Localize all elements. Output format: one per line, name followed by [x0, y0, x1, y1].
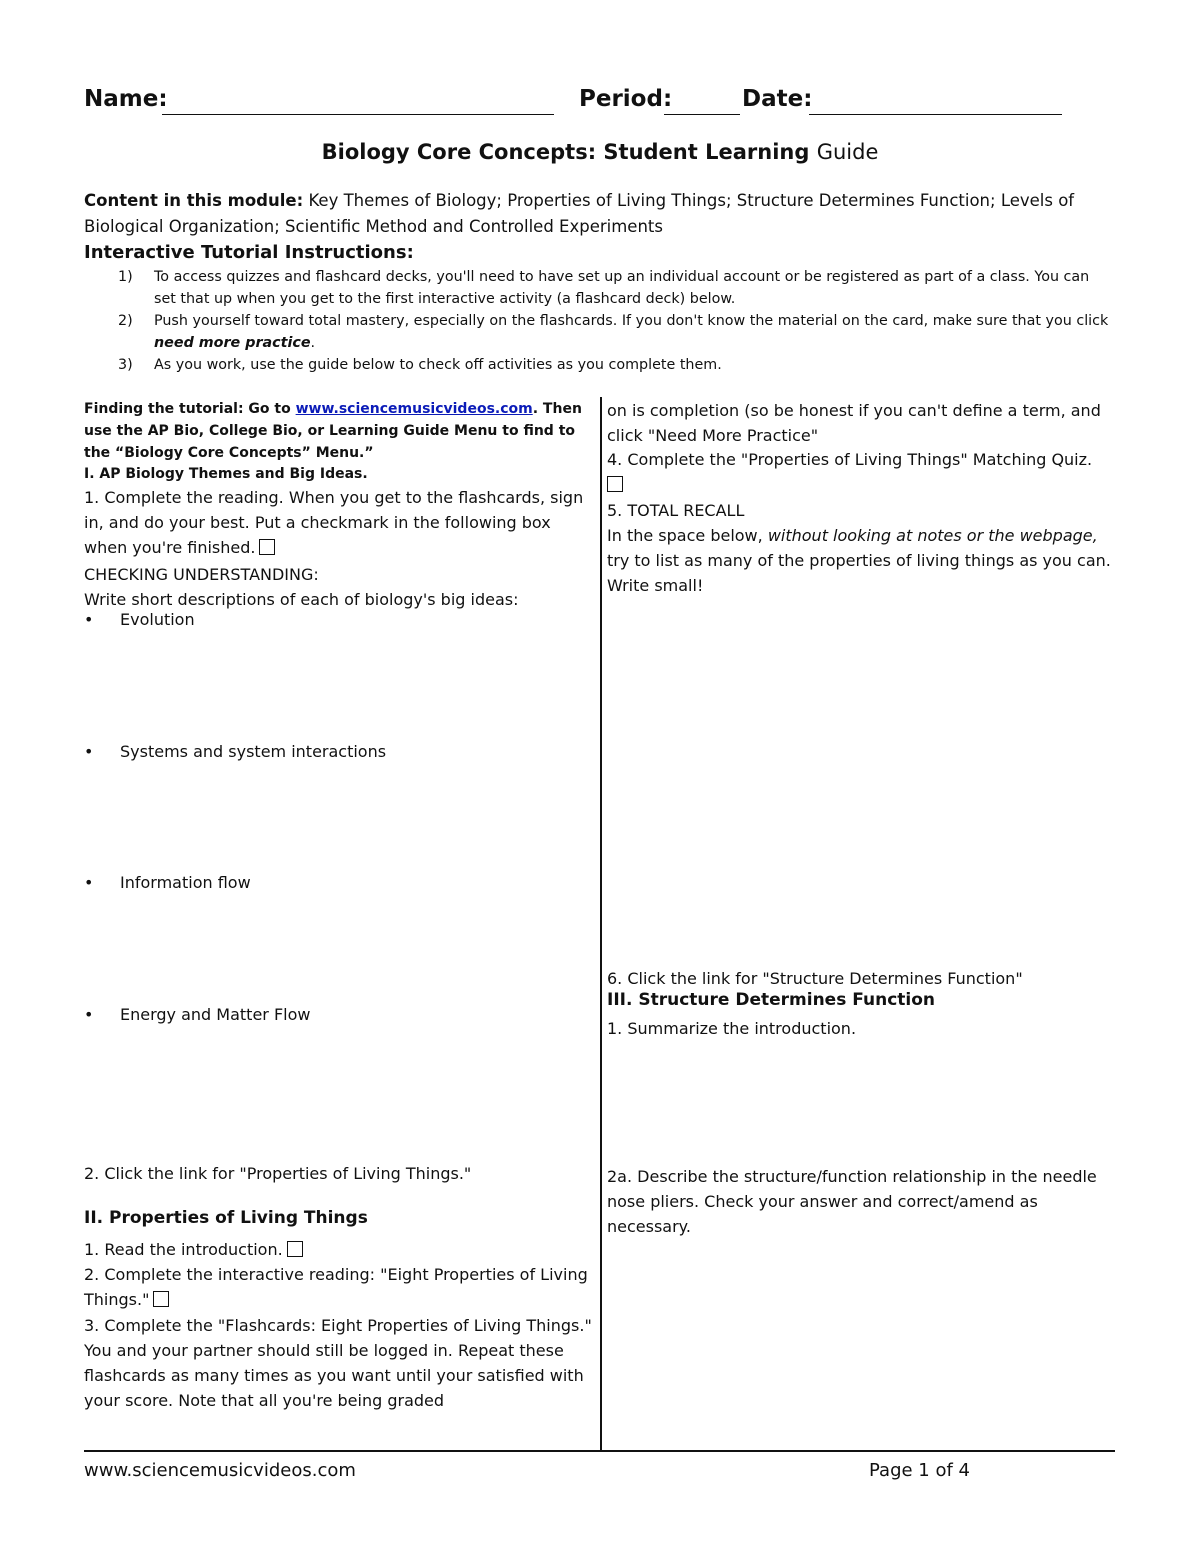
recall-text-end: try to list as many of the properties of living things as you can. Write small! — [607, 551, 1111, 595]
checkbox[interactable] — [607, 476, 623, 492]
title-suffix: Guide — [816, 140, 879, 164]
content-text: Key Themes of Biology; Properties of Living Things; Structure Determines Function; Levels of Biological Organization; Scientific Method and Controlled Experiments — [84, 191, 1075, 236]
step-2: 2. Click the link for "Properties of Living Things." — [84, 1164, 472, 1183]
instruction-number: 2) — [118, 313, 133, 329]
total-recall-prompt — [607, 523, 1117, 598]
instruction-emphasis: need more practice — [154, 335, 311, 351]
instructions-list — [84, 266, 1114, 376]
instruction-text-end: . — [310, 335, 316, 351]
step-1-text: 1. Complete the reading. When you get to the flashcards, sign in, and do your best. Put a checkmark in the following box when you're finished. — [84, 488, 584, 557]
module-content — [84, 188, 1114, 240]
period-label: Period: — [579, 86, 673, 112]
big-idea-label: Evolution — [120, 610, 195, 629]
finding-tutorial — [84, 398, 594, 464]
write-short-prompt: Write short descriptions of each of biology's big ideas: — [84, 590, 519, 609]
step-1 — [84, 485, 594, 560]
instruction-item — [84, 266, 1114, 310]
read-intro-text: 1. Read the introduction. — [84, 1240, 283, 1259]
footer-rule — [84, 1450, 1115, 1452]
step-4 — [607, 447, 1117, 497]
step-6: 6. Click the link for "Structure Determines Function" — [607, 969, 1023, 988]
big-idea-label: Systems and system interactions — [120, 742, 387, 761]
bullet-icon: • — [84, 1005, 94, 1024]
finding-text-end: . Then use the AP Bio, College Bio, or Learning Guide Menu to find to the “Biology Core Concepts” Menu.” — [84, 401, 582, 461]
name-field[interactable] — [162, 114, 554, 115]
big-idea-label: Energy and Matter Flow — [120, 1005, 311, 1024]
footer-website: www.sciencemusicvideos.com — [84, 1460, 356, 1481]
interactive-reading-step — [84, 1262, 594, 1312]
content-label: Content in this module: — [84, 191, 304, 210]
website-link[interactable]: www.sciencemusicvideos.com — [295, 401, 533, 417]
bullet-icon: • — [84, 873, 94, 892]
instruction-text: To access quizzes and flashcard decks, you'll need to have set up an individual account or be registered as part of a class. You can set that up when you get to the first interactive activity (a flashcard deck) below. — [154, 269, 1090, 307]
instruction-number: 1) — [118, 269, 133, 285]
section-1-heading: I. AP Biology Themes and Big Ideas. — [84, 466, 368, 482]
title-main: Biology Core Concepts: Student Learning — [321, 140, 810, 164]
flashcards-step: 3. Complete the "Flashcards: Eight Properties of Living Things." You and your partner should still be logged in. Repeat these flashcards as many times as you want until your satisfied with your score. Note that all you're being graded — [84, 1316, 592, 1410]
interactive-reading-text: 2. Complete the interactive reading: "Eight Properties of Living Things." — [84, 1265, 588, 1309]
summarize-step: 1. Summarize the introduction. — [607, 1019, 857, 1038]
date-field[interactable] — [809, 114, 1062, 115]
instruction-text: Push yourself toward total mastery, especially on the flashcards. If you don't know the material on the card, make sure that you click — [154, 313, 1109, 329]
total-recall-heading: 5. TOTAL RECALL — [607, 501, 745, 520]
page-title — [0, 140, 1200, 164]
recall-emphasis: without looking at notes or the webpage, — [767, 526, 1098, 545]
page-number: Page 1 of 4 — [869, 1460, 970, 1481]
column-divider — [600, 397, 602, 1452]
bullet-icon: • — [84, 610, 94, 629]
checkbox[interactable] — [259, 539, 275, 555]
instruction-text: As you work, use the guide below to check off activities as you complete them. — [154, 357, 722, 373]
section-3-heading: III. Structure Determines Function — [607, 990, 936, 1010]
step-2a: 2a. Describe the structure/function relationship in the needle nose pliers. Check your answer and correct/amend as necessary. — [607, 1167, 1097, 1236]
bullet-icon: • — [84, 742, 94, 761]
checkbox[interactable] — [287, 1241, 303, 1257]
instruction-number: 3) — [118, 357, 133, 373]
instruction-item — [84, 310, 1114, 354]
read-intro-step — [84, 1237, 594, 1262]
finding-text: Finding the tutorial: Go to — [84, 401, 296, 417]
big-idea-label: Information flow — [120, 873, 251, 892]
period-field[interactable] — [664, 114, 740, 115]
checking-understanding: CHECKING UNDERSTANDING: — [84, 565, 319, 584]
name-label: Name: — [84, 86, 168, 112]
section-2-heading: II. Properties of Living Things — [84, 1208, 368, 1228]
step-4-text: 4. Complete the "Properties of Living Things" Matching Quiz. — [607, 450, 1093, 469]
instruction-item — [84, 354, 1114, 376]
date-label: Date: — [742, 86, 813, 112]
recall-text: In the space below, — [607, 526, 768, 545]
student-info-row — [84, 86, 1114, 122]
completion-note: on is completion (so be honest if you can't define a term, and click "Need More Practice" — [607, 401, 1101, 445]
instructions-heading: Interactive Tutorial Instructions: — [84, 242, 414, 263]
checkbox[interactable] — [153, 1291, 169, 1307]
